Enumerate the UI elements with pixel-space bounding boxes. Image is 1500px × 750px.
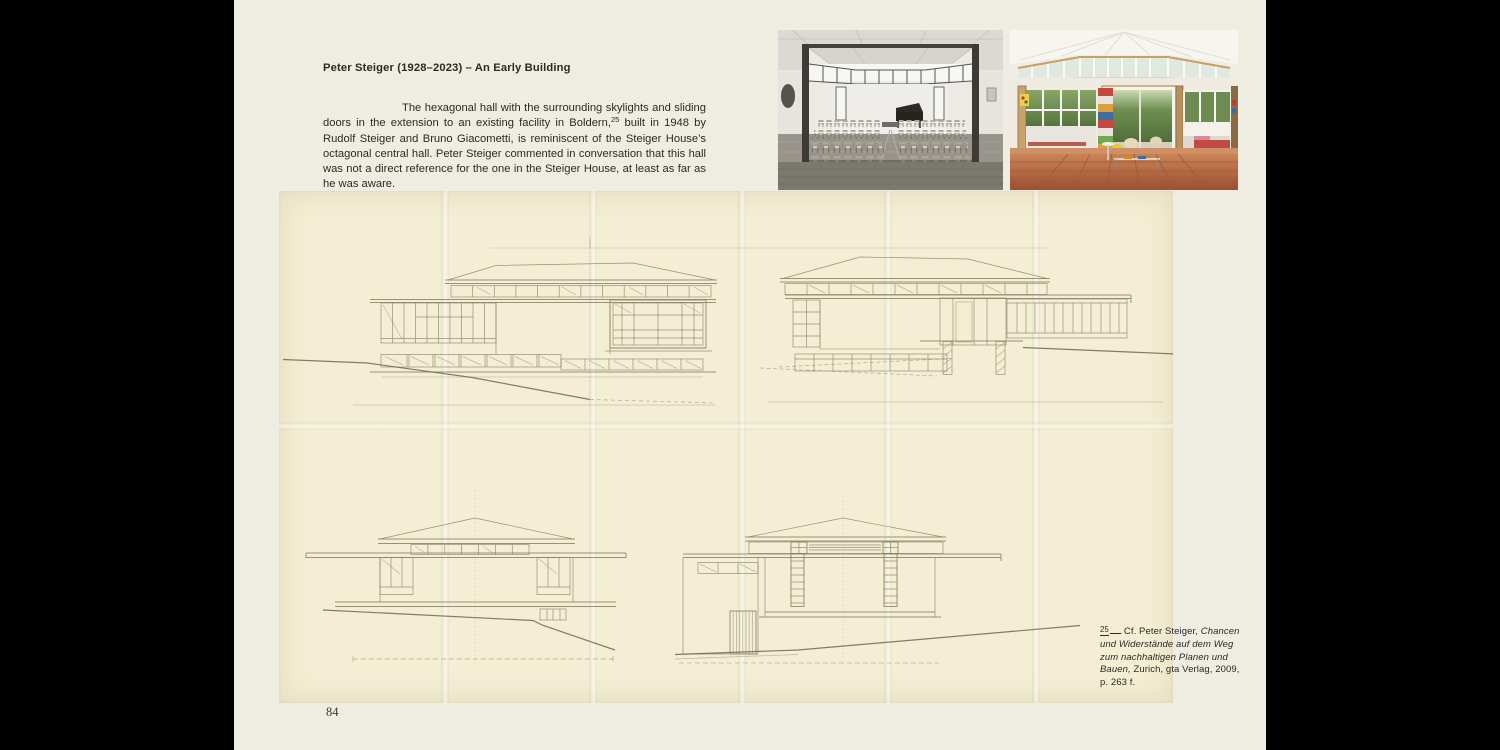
elevation-bottom-left	[306, 491, 626, 668]
figure-bw-photo-hall-interior	[778, 30, 1003, 190]
page-number: 84	[326, 705, 339, 719]
footnote-book-title: Chancen und Widerstände auf dem Weg zum nachhaltigen Planen und Bauen,	[1100, 626, 1240, 676]
section-heading: Peter Steiger (1928–2023) – An Early Building	[323, 62, 571, 74]
bw-photo-illustration	[778, 30, 1003, 190]
footnote-marker-rule	[1110, 627, 1121, 634]
book-page	[234, 0, 1266, 750]
elevation-bottom-right	[675, 496, 1080, 666]
footnote-marker: 25	[1100, 625, 1109, 634]
body-text-after-note: built in 1948 by Rudolf Steiger and Bruno Giacometti, is reminiscent of the Steiger House’s octagonal central hall. Peter Steiger commented in conversation that this hall was not a direct reference for the one in the Steiger House, at least as far as he was aware.	[323, 117, 706, 191]
footnote	[1100, 624, 1248, 690]
footnote-text-start: Cf. Peter Steiger,	[1123, 626, 1201, 637]
figure-color-photo-octagonal-hall	[1010, 30, 1238, 190]
footnote-reference: 25	[610, 115, 620, 125]
elevation-top-left	[283, 236, 717, 405]
elevation-top-right	[760, 257, 1173, 402]
drawing-sheet-elevations	[279, 191, 1173, 703]
footnote-text-end: Zurich, gta Verlag, 2009, p. 263 f.	[1100, 664, 1240, 689]
body-text-before-note: The hexagonal hall with the surrounding skylights and sliding doors in the extension to an existing facility in Boldern,	[323, 102, 706, 130]
color-photo-illustration	[1010, 30, 1238, 190]
body-paragraph	[323, 101, 706, 192]
pencil-elevations	[279, 191, 1173, 703]
